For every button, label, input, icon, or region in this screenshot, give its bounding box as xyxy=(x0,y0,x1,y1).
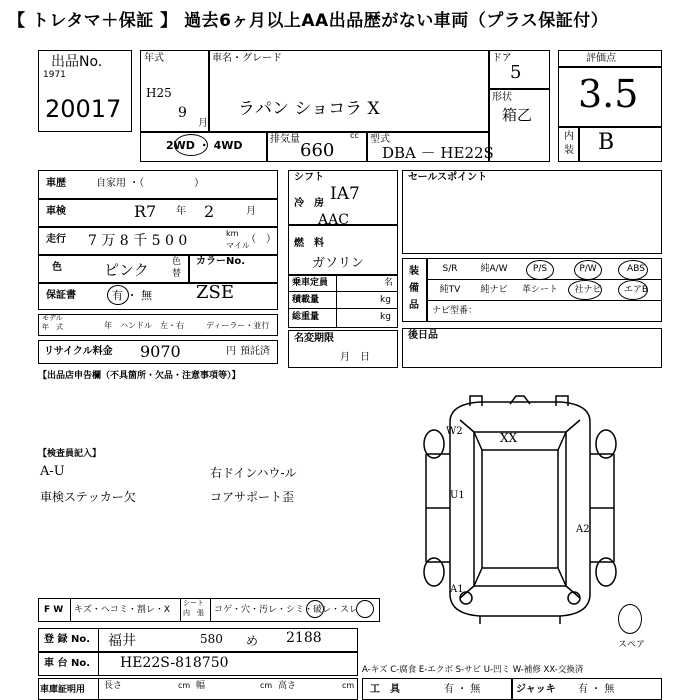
jack-label: ジャッキ xyxy=(516,684,556,695)
warranty-label: 保証書 xyxy=(46,290,76,301)
mileage-label: 走行 xyxy=(46,234,66,245)
fw-wear-circle xyxy=(356,600,374,618)
banner-title: 【 トレタマ＋保証 】 過去6ヶ月以上AA出品歴がない車両（プラス保証付） xyxy=(8,10,609,31)
garage-length-unit: cm xyxy=(178,681,191,690)
chassis-value: HE22S-818750 xyxy=(120,655,229,671)
registration-value-2: 580 xyxy=(200,632,223,646)
equip-sr: S/R xyxy=(442,264,458,274)
fw-label: F W xyxy=(44,605,64,615)
capacity-unit: 名 xyxy=(384,278,394,288)
color-value: ピンク xyxy=(104,261,149,279)
post-date-label: 後日品 xyxy=(408,330,438,341)
history-options: 自家用 ・（ ） xyxy=(96,178,205,189)
inspection-month-unit: 月 xyxy=(246,206,256,217)
model-label: 型式 xyxy=(370,134,390,145)
garage-length: 長さ xyxy=(104,681,123,691)
shift-label: シフト xyxy=(294,172,324,183)
equip-leather: 革シート xyxy=(521,285,558,295)
warranty-yes-circle xyxy=(107,285,129,305)
recycle-value: 9070 xyxy=(140,342,181,361)
equip-abs-circle xyxy=(618,260,648,280)
weight-label: 総重量 xyxy=(292,312,320,322)
year-era: H25 xyxy=(146,86,172,100)
displacement-label: 排気量 xyxy=(270,134,300,145)
equip-pw: P/W xyxy=(579,264,597,274)
diagram-mark-u1: U1 xyxy=(450,490,465,501)
inspector-note-4: コアサポート歪 xyxy=(210,490,295,504)
equip-alloy: 純A/W xyxy=(480,264,508,274)
equipment-label-2: 備 xyxy=(409,283,419,294)
name-label: 車名・グレード xyxy=(212,53,282,64)
tools-options: 有 ・ 無 xyxy=(444,684,481,695)
displacement-unit: cc xyxy=(350,131,359,140)
diagram-mark-xx: XX xyxy=(500,431,518,445)
score-value: 3.5 xyxy=(578,72,639,116)
name-change-unit: 月 日 xyxy=(340,352,370,363)
year-month: 9 xyxy=(178,105,187,121)
equip-abs: ABS xyxy=(627,264,645,274)
warranty-options: 有 ・ 無 xyxy=(112,289,152,302)
inspector-label: 【検査員記入】 xyxy=(38,449,102,459)
recycle-unit: 円 xyxy=(226,346,236,357)
door-label: ドア xyxy=(492,53,512,64)
equip-airbag: エアB xyxy=(623,285,649,295)
fuel-value: ガソリン xyxy=(312,256,365,271)
registration-label: 登 録 No. xyxy=(44,634,91,645)
fuel-label: 燃 料 xyxy=(294,238,324,249)
model-row-handle: ハンドル 左・右 xyxy=(120,321,184,330)
equip-navi: 純ナビ xyxy=(480,285,508,295)
inspection-era: R7 xyxy=(134,202,157,221)
jack-options: 有 ・ 無 xyxy=(578,684,615,695)
garage-height: 高さ xyxy=(278,681,297,691)
mileage-unit-mile: マイル xyxy=(226,241,250,250)
equipment-label-3: 品 xyxy=(409,300,419,311)
lot-label: 出品No. xyxy=(51,54,103,70)
spare-label: スペア xyxy=(618,640,646,650)
car-name: ラパン ショコラ X xyxy=(238,99,380,119)
lot-tag: 1971 xyxy=(43,70,66,80)
equip-aftermarket-navi: 社ナビ xyxy=(574,285,602,295)
drive-2wd-circle xyxy=(174,134,208,156)
equip-ps-circle xyxy=(526,260,554,280)
model-row-year: 年 xyxy=(104,321,112,330)
fw-seat-label-1: シート xyxy=(183,599,204,607)
mileage-paren: （ ） xyxy=(246,234,276,245)
load-label: 積載量 xyxy=(292,295,320,305)
interior-value: B xyxy=(598,130,615,155)
displacement-value: 660 xyxy=(300,140,335,161)
color-code-label: カラーNo. xyxy=(196,256,246,267)
equip-aftermarket-navi-circle xyxy=(568,280,602,300)
registration-value-1: 福井 xyxy=(108,633,136,649)
interior-label-1: 内 xyxy=(564,131,574,142)
color-change-label-2: 替 xyxy=(172,269,182,279)
aircon-label: 冷 房 xyxy=(294,198,324,209)
load-unit: kg xyxy=(380,295,391,305)
inspection-year-unit: 年 xyxy=(176,206,186,217)
mileage-unit-km: km xyxy=(226,229,239,238)
color-change-label-1: 色 xyxy=(172,257,182,267)
interior-label-2: 装 xyxy=(564,145,574,156)
year-label: 年式 xyxy=(144,53,164,64)
shape-label: 形状 xyxy=(492,92,512,103)
equipment-label-1: 装 xyxy=(409,266,419,277)
post-date-box xyxy=(402,328,662,368)
spare-tire-icon xyxy=(618,604,642,634)
registration-value-4: 2188 xyxy=(286,630,322,646)
shape-value: 箱乙 xyxy=(502,106,533,124)
declaration-label: 【出品店申告欄（不具箇所・欠品・注意事項等）】 xyxy=(38,371,241,381)
recycle-deposit: 預託済 xyxy=(240,346,270,357)
mileage-value: 7 万 8 千 5 0 0 xyxy=(88,233,188,249)
color-label: 色 xyxy=(52,262,62,273)
fw-items: キズ・ヘコミ・割レ・X xyxy=(74,605,170,615)
car-damage-diagram xyxy=(410,392,630,624)
score-label: 評価点 xyxy=(586,53,616,64)
lot-number: 20017 xyxy=(45,95,122,123)
aircon-value: AAC xyxy=(318,212,349,228)
garage-height-unit: cm xyxy=(342,681,355,690)
equip-tv: 純TV xyxy=(439,285,461,295)
diagram-mark-a1: A1 xyxy=(450,584,464,595)
model-value: DBA － HE22S xyxy=(382,144,494,162)
name-change-label: 名変期限 xyxy=(294,333,334,344)
garage-label: 車庫証明用 xyxy=(40,685,86,695)
equip-airbag-circle xyxy=(618,280,648,300)
shift-value: IA7 xyxy=(330,184,360,204)
diagram-mark-a2: A2 xyxy=(576,524,590,535)
weight-unit: kg xyxy=(380,312,391,322)
fw-stain-circle xyxy=(306,600,324,618)
capacity-label: 乗車定員 xyxy=(292,278,329,288)
inspection-label: 車検 xyxy=(46,206,66,217)
lot-box xyxy=(38,50,132,132)
equip-ps: P/S xyxy=(532,264,548,274)
registration-value-3: め xyxy=(246,634,259,648)
history-label: 車歴 xyxy=(46,178,66,189)
equip-pw-circle xyxy=(574,260,602,280)
tools-label: 工 具 xyxy=(370,684,400,695)
navi-model-label: ナビ型番： xyxy=(432,306,478,316)
color-code-value: ZSE xyxy=(196,282,234,303)
sales-point-label: セールスポイント xyxy=(408,172,488,183)
inspector-note-1: A-U xyxy=(40,464,65,479)
inspector-note-3: 車検ステッカー欠 xyxy=(40,490,136,504)
drive-label: 2WD ・ 4WD xyxy=(166,139,243,152)
diagram-mark-w2: W2 xyxy=(446,426,463,437)
door-value: 5 xyxy=(510,62,522,83)
damage-legend: A-キズ C-腐食 E-エクボ S-サビ U-凹ミ W-補修 XX-交換済 xyxy=(362,665,584,675)
model-row-dealer: ディーラー・並行 xyxy=(206,321,270,330)
garage-width: 幅 xyxy=(196,681,206,691)
garage-width-unit: cm xyxy=(260,681,273,690)
model-row-label-2: 年 式 xyxy=(42,323,63,331)
fw-items-2: コゲ・穴・汚レ・シミ・破レ・スレ xyxy=(214,605,359,615)
inspection-month: 2 xyxy=(204,202,215,221)
inspector-note-2: 右ドインハウ-ル xyxy=(210,466,297,480)
chassis-label: 車 台 No. xyxy=(44,658,91,669)
recycle-label: リサイクル料金 xyxy=(44,346,113,357)
fw-seat-label-2: 内 張 xyxy=(183,609,204,617)
model-row-label-1: モデル xyxy=(42,314,63,322)
year-month-unit: 月 xyxy=(198,118,208,129)
